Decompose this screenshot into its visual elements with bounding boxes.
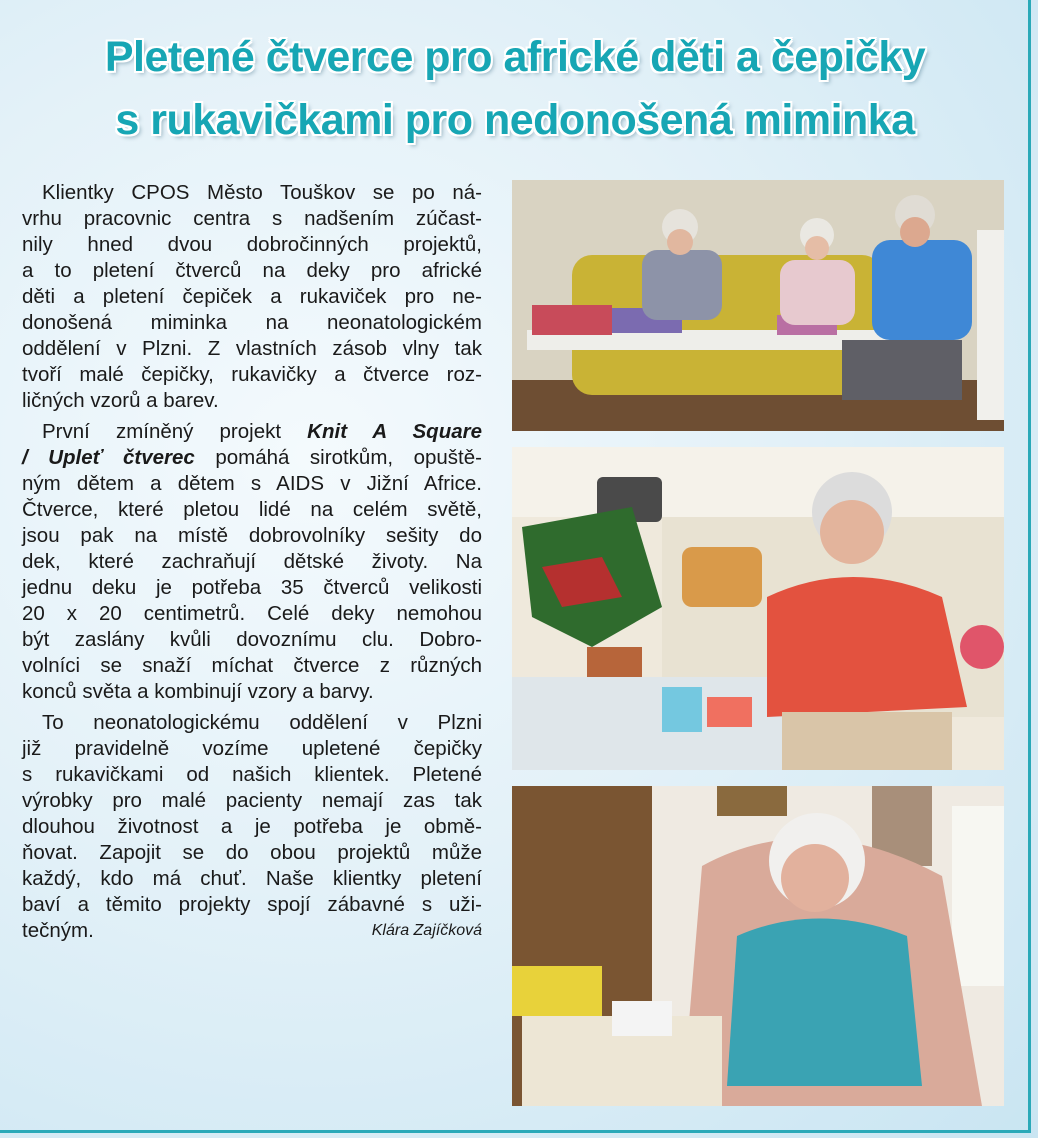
paragraph-3 bbox=[22, 710, 482, 944]
article-body bbox=[22, 180, 482, 949]
text-line: donošená miminka na neonatologickém bbox=[22, 311, 482, 334]
text-line: být zaslány kvůli dovoznímu clu. Dobro- bbox=[22, 628, 482, 651]
text-line: tvoří malé čepičky, rukavičky a čtverce roz- bbox=[22, 363, 482, 386]
photo-woman-in-armchair bbox=[512, 786, 1004, 1106]
text-line: volníci se snaží míchat čtverce z různých bbox=[22, 654, 482, 677]
text-line: výrobky pro malé pacienty nemají zas tak bbox=[22, 789, 482, 812]
paragraph-2 bbox=[22, 419, 482, 705]
title-line-1: Pletené čtverce pro africké děti a čepičky bbox=[104, 33, 926, 81]
project-name: Knit A Square bbox=[307, 420, 482, 443]
author-signature: Klára Zajíčková bbox=[371, 922, 482, 939]
text-line bbox=[22, 445, 482, 471]
text-line: ným dětem a dětem s AIDS v Jižní Africe. bbox=[22, 472, 482, 495]
text-line: jednu deku je potřeba 35 čtverců velikosti bbox=[22, 576, 482, 599]
article-title bbox=[0, 26, 1030, 152]
text-line: každý, kdo má chuť. Naše klientky pletení bbox=[22, 867, 482, 890]
text-line: nily hned dvou dobročinných projektů, bbox=[22, 233, 482, 256]
text-line: ličných vzorů a barev. bbox=[22, 389, 219, 412]
text-line: oddělení v Plzni. Z vlastních zásob vlny tak bbox=[22, 337, 482, 360]
photo-woman-in-red-shirt bbox=[512, 447, 1004, 770]
text-line: ňovat. Zapojit se do obou projektů může bbox=[22, 841, 482, 864]
text-line: a to pletení čtverců na deky pro africké bbox=[22, 259, 482, 282]
title-line-2: s rukavičkami pro nedonošená miminka bbox=[115, 96, 915, 144]
text-line: To neonatologickému oddělení v Plzni bbox=[42, 711, 482, 734]
text-line: s rukavičkami od našich klientek. Pletené bbox=[22, 763, 482, 786]
line-text: tečným. bbox=[22, 919, 94, 942]
paragraph-1 bbox=[22, 180, 482, 414]
text-line: dlouhou životnost a je potřeba je obmě- bbox=[22, 815, 482, 838]
text-line: konců světa a kombinují vzory a barvy. bbox=[22, 680, 374, 703]
project-name-czech: / Upleť čtverec bbox=[22, 446, 195, 469]
line-text: První zmíněný projekt bbox=[42, 420, 282, 443]
photo-three-women-knitting bbox=[512, 180, 1004, 431]
text-line: baví a těmito projekty spojí zábavné s uži- bbox=[22, 893, 482, 916]
text-line: vrhu pracovnic centra s nadšením zúčast- bbox=[22, 207, 482, 230]
text-line: jsou pak na místě dobrovolníky sešity do bbox=[22, 524, 482, 547]
line-text: pomáhá sirotkům, opuště- bbox=[215, 446, 482, 469]
text-line: děti a pletení čepiček a rukaviček pro ne- bbox=[22, 285, 482, 308]
text-line: 20 x 20 centimetrů. Celé deky nemohou bbox=[22, 602, 482, 625]
text-line bbox=[22, 918, 482, 944]
text-line: Klientky CPOS Město Touškov se po ná- bbox=[42, 181, 482, 204]
text-line: dek, které zachraňují dětské životy. Na bbox=[22, 550, 482, 573]
text-line: již pravidelně vozíme upletené čepičky bbox=[22, 737, 482, 760]
text-line: Čtverce, které pletou lidé na celém světě, bbox=[22, 498, 482, 521]
text-line bbox=[22, 419, 482, 445]
